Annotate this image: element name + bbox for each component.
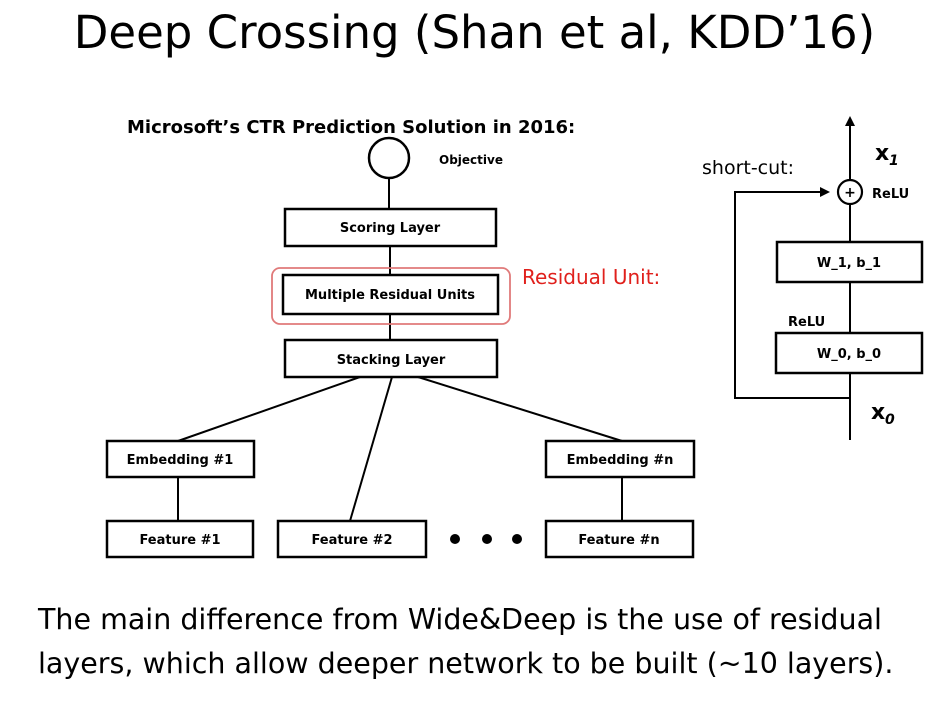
stacking-layer-label: Stacking Layer: [336, 353, 446, 368]
embedding-1-label: Embedding #1: [126, 453, 234, 468]
output-subscript: 1: [889, 153, 899, 169]
stacking-feature2-link: [350, 377, 392, 521]
feature-1-label: Feature #1: [139, 533, 221, 548]
relu-top-label: ReLU: [872, 187, 910, 202]
objective-label: Objective: [439, 153, 503, 167]
residual-units-label: Multiple Residual Units: [305, 288, 475, 303]
output-x-label: x: [875, 141, 890, 166]
feature-n-label: Feature #n: [578, 533, 660, 548]
footer-line-1: The main difference from Wide&Deep is the use of residual: [38, 603, 882, 636]
scoring-layer-label: Scoring Layer: [339, 221, 441, 236]
footer-caption: [38, 598, 943, 686]
ellipsis-dot-1: [450, 534, 460, 544]
shortcut-label: short-cut:: [702, 157, 795, 179]
layer-1-label: W_1, b_1: [816, 256, 882, 271]
stacking-embeddingn-link: [418, 377, 622, 441]
diagram-subtitle: Microsoft’s CTR Prediction Solution in 2016:: [127, 117, 576, 138]
relu-mid-label: ReLU: [788, 315, 826, 330]
feature-2-label: Feature #2: [311, 533, 393, 548]
residual-unit-callout: Residual Unit:: [522, 265, 661, 289]
layer-0-label: W_0, b_0: [816, 347, 882, 362]
embedding-n-label: Embedding #n: [566, 453, 674, 468]
input-subscript: 0: [885, 412, 895, 428]
input-x-label: x: [871, 400, 886, 425]
adder-plus-symbol: +: [844, 185, 856, 201]
ellipsis-dot-3: [512, 534, 522, 544]
slide-title: Deep Crossing (Shan et al, KDD’16): [73, 6, 876, 59]
ellipsis-dot-2: [482, 534, 492, 544]
objective-node: [369, 138, 409, 178]
footer-line-2: layers, which allow deeper network to be built (~10 layers).: [38, 647, 894, 680]
stacking-embedding1-link: [178, 377, 360, 441]
